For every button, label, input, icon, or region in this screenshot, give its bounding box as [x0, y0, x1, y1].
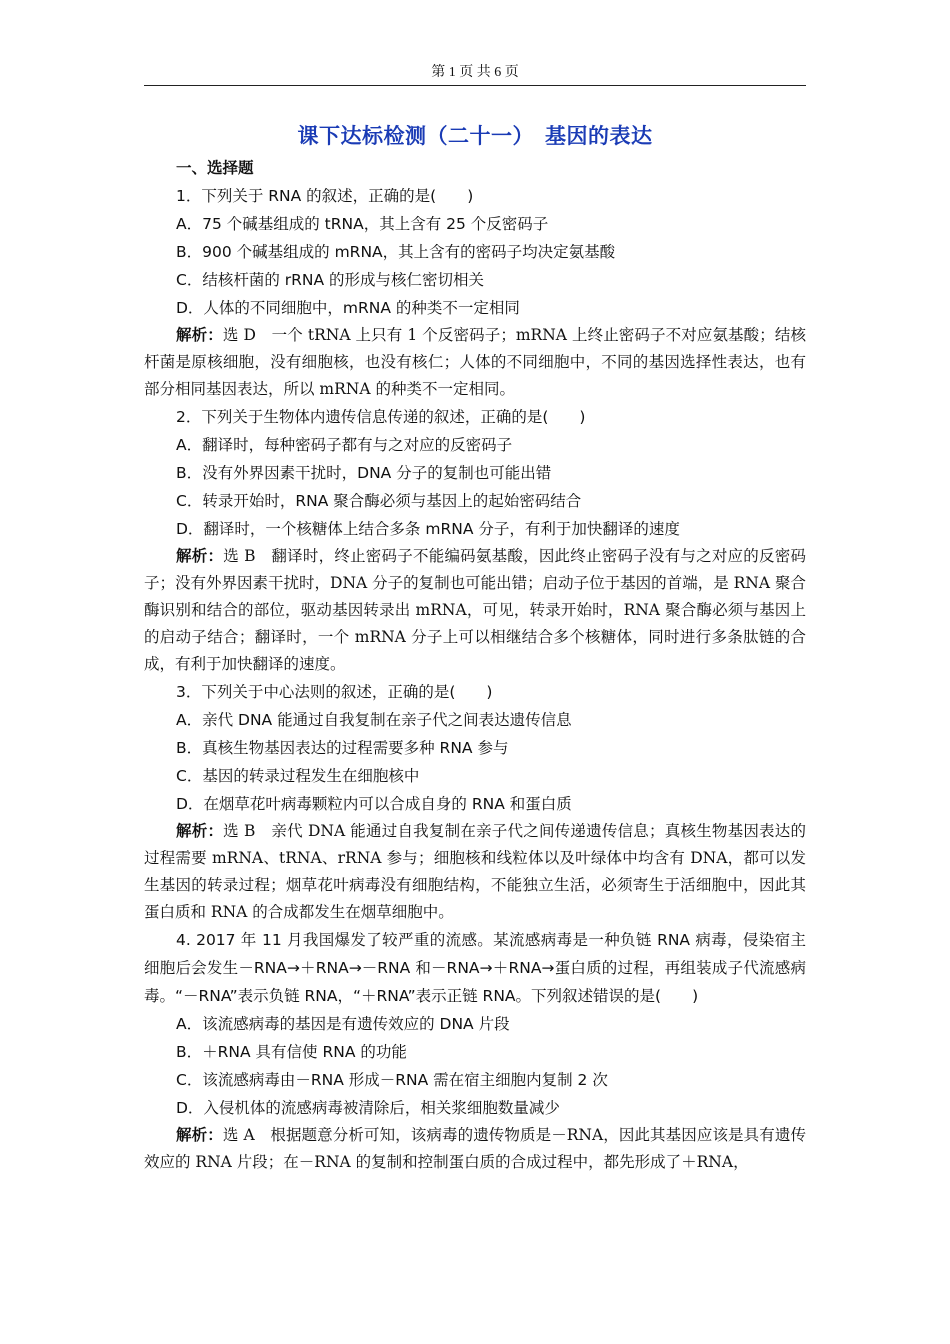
analysis-text: 选 B 亲代 DNA 能通过自我复制在亲子代之间传递遗传信息；真核生物基因表达的过程需要 mRNA、tRNA、rRNA 参与；细胞核和线粒体以及叶绿体中均含有 DNA，都可以发生基因的转录过程；烟草花叶病毒没有细胞结构，不能独立生活，必须寄生于活细胞中，因此其蛋白质和 RNA 的合成都发生在烟草细胞中。: [144, 822, 806, 921]
question-3: [144, 678, 806, 926]
option-b: B．900 个碱基组成的 mRNA，其上含有的密码子均决定氨基酸: [176, 243, 616, 261]
question-2: [144, 403, 806, 678]
option-c: C．基因的转录过程发生在细胞核中: [176, 767, 420, 785]
document-body: [144, 154, 806, 1176]
option-a: A．翻译时，每种密码子都有与之对应的反密码子: [176, 436, 513, 454]
option-b: B．＋RNA 具有信使 RNA 的功能: [176, 1043, 407, 1061]
document-title: 课下达标检测（二十一） 基因的表达: [297, 124, 653, 148]
analysis-label: 解析：: [176, 326, 223, 344]
question-1: [144, 182, 806, 403]
analysis-text: 选 B 翻译时，终止密码子不能编码氨基酸，因此终止密码子没有与之对应的反密码子；没有外界因素干扰时，DNA 分子的复制也可能出错；启动子位于基因的首端，是 RNA 聚合酶识别和结合的部位，驱动基因转录出 mRNA，可见，转录开始时，RNA 聚合酶必须与基因上的启动子结合；翻译时，一个 mRNA 分子上可以相继结合多个核糖体，同时进行多条肽链的合成，有利于加快翻译的速度。: [144, 547, 806, 673]
option-d: D．入侵机体的流感病毒被清除后，相关浆细胞数量减少: [176, 1099, 560, 1117]
question-stem: 2．下列关于生物体内遗传信息传递的叙述，正确的是( ): [176, 408, 586, 426]
header-divider: [144, 85, 806, 86]
page-header: [144, 62, 806, 84]
option-a: A．该流感病毒的基因是有遗传效应的 DNA 片段: [176, 1015, 510, 1033]
option-d: D．人体的不同细胞中，mRNA 的种类不一定相同: [176, 299, 520, 317]
option-c: C．转录开始时，RNA 聚合酶必须与基因上的起始密码结合: [176, 492, 582, 510]
page-number-label: 第 1 页 共 6 页: [431, 65, 519, 80]
option-c: C．该流感病毒由－RNA 形成－RNA 需在宿主细胞内复制 2 次: [176, 1071, 608, 1089]
option-b: B．真核生物基因表达的过程需要多种 RNA 参与: [176, 739, 509, 757]
option-d: D．翻译时，一个核糖体上结合多条 mRNA 分子，有利于加快翻译的速度: [176, 520, 680, 538]
question-stem: 1．下列关于 RNA 的叙述，正确的是( ): [176, 187, 474, 205]
analysis-label: 解析：: [176, 547, 224, 565]
option-a: A．75 个碱基组成的 tRNA，其上含有 25 个反密码子: [176, 215, 549, 233]
question-stem: 4. 2017 年 11 月我国爆发了较严重的流感。某流感病毒是一种负链 RNA 病毒，侵染宿主细胞后会发生－RNA→＋RNA→－RNA 和－RNA→＋RNA→蛋白质的过程，再组装成子代流感病毒。“－RNA”表示负链 RNA，“＋RNA”表示正链 RNA。下列叙述错误的是( ): [144, 931, 806, 1005]
analysis: [144, 322, 806, 403]
analysis: [144, 818, 806, 926]
question-4: [144, 926, 806, 1176]
analysis-label: 解析：: [176, 822, 224, 840]
analysis: [144, 543, 806, 678]
option-a: A．亲代 DNA 能通过自我复制在亲子代之间表达遗传信息: [176, 711, 572, 729]
analysis-text: 选 D 一个 tRNA 上只有 1 个反密码子；mRNA 上终止密码子不对应氨基酸；结核杆菌是原核细胞，没有细胞核，也没有核仁；人体的不同细胞中，不同的基因选择性表达，也有部分相同基因表达，所以 mRNA 的种类不一定相同。: [144, 326, 806, 398]
analysis-label: 解析：: [176, 1126, 223, 1144]
option-c: C．结核杆菌的 rRNA 的形成与核仁密切相关: [176, 271, 485, 289]
analysis: [144, 1122, 806, 1176]
analysis-text: 选 A 根据题意分析可知，该病毒的遗传物质是－RNA，因此其基因应该是具有遗传效应的 RNA 片段；在－RNA 的复制和控制蛋白质的合成过程中，都先形成了＋RNA，: [144, 1126, 806, 1171]
section-heading: 一、选择题: [176, 159, 254, 177]
option-b: B．没有外界因素干扰时，DNA 分子的复制也可能出错: [176, 464, 552, 482]
option-d: D．在烟草花叶病毒颗粒内可以合成自身的 RNA 和蛋白质: [176, 795, 572, 813]
question-stem: 3．下列关于中心法则的叙述，正确的是( ): [176, 683, 493, 701]
